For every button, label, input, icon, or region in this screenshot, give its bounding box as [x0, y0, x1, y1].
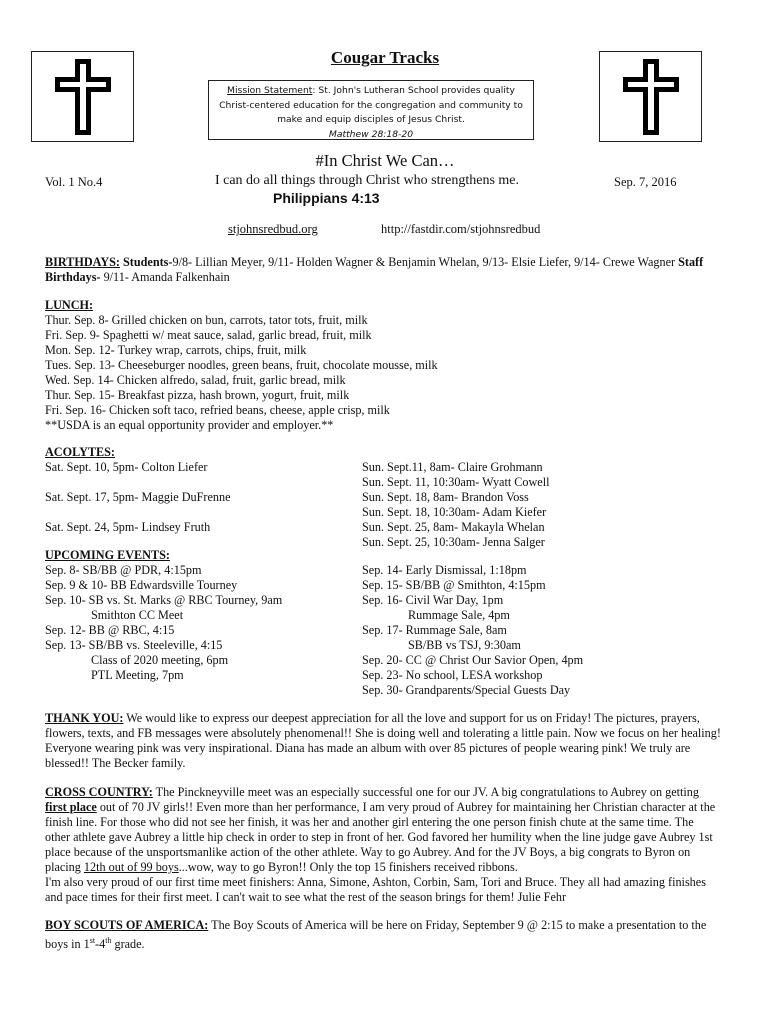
thank-you-heading: THANK YOU: [45, 711, 124, 725]
event-item: Sep. 10- SB vs. St. Marks @ RBC Tourney, 9am [45, 593, 283, 607]
event-item: Sep. 16- Civil War Day, 1pm [362, 593, 504, 607]
volume-number: Vol. 1 No.4 [45, 175, 103, 189]
event-item: Sep. 15- SB/BB @ Smithton, 4:15pm [362, 578, 546, 592]
event-item: Sep. 8- SB/BB @ PDR, 4:15pm [45, 563, 202, 577]
events-heading: UPCOMING EVENTS: [45, 548, 170, 562]
issue-date: Sep. 7, 2016 [614, 175, 677, 189]
events-right [362, 563, 583, 698]
boy-scouts-end: grade. [111, 937, 145, 952]
mission-line-3: make and equip disciples of Jesus Christ. [277, 114, 465, 125]
mission-text: : St. John's Lutheran School provides quality [312, 85, 515, 96]
superscript: th [105, 936, 112, 945]
event-item: SB/BB vs TSJ, 9:30am [408, 638, 521, 652]
acolyte-item: Sun. Sept. 25, 8am- Makayla Whelan [362, 520, 545, 534]
event-item: Sep. 14- Early Dismissal, 1:18pm [362, 563, 527, 577]
cross-logo-left [31, 51, 134, 142]
slogan: #In Christ We Can… [315, 151, 455, 170]
superscript: st [89, 936, 96, 945]
cross-icon [53, 57, 113, 137]
cross-country-heading: CROSS COUNTRY: [45, 785, 153, 799]
event-item: Sep. 30- Grandparents/Special Guests Day [362, 683, 571, 697]
lunch-item: Tues. Sep. 13- Cheeseburger noodles, green beans, fruit, chocolate mousse, milk [45, 358, 438, 372]
lunch-item: Fri. Sep. 9- Spaghetti w/ meat sauce, salad, garlic bread, fruit, milk [45, 328, 372, 342]
newsletter-title: Cougar Tracks [330, 48, 440, 67]
boy-scouts-text: The Boy Scouts of America will be here on Friday, September 9 @ 2:15 to make a presentation to the boys in 1 [45, 918, 707, 952]
lunch-item: Mon. Sep. 12- Turkey wrap, carrots, chips, fruit, milk [45, 343, 307, 357]
event-item: Smithton CC Meet [91, 608, 184, 622]
cross-country-text: I'm also very proud of our first time meet finishers: Anna, Simone, Ashton, Corbin, Sam, Tori and Bruce. They all had amazing finishes and pace times for their first meet. I can't wait to see what the rest of the season brings for them! Julie Fehr [45, 875, 706, 904]
event-item: Class of 2020 meeting, 6pm [91, 653, 229, 667]
event-item: Rummage Sale, 4pm [408, 608, 510, 622]
acolytes-right [362, 460, 549, 550]
staff-birthdays: 9/11- Amanda Falkenhain [103, 270, 230, 284]
acolyte-item: Sun. Sept. 18, 10:30am- Adam Kiefer [362, 505, 547, 519]
cross-country-text: ...wow, way to go Byron!! Only the top 15 finishers received ribbons. [178, 860, 518, 874]
mission-line-2: Christ-centered education for the congregation and community to [219, 99, 523, 111]
staff-label: Staff Birthdays- [45, 255, 704, 284]
acolyte-item: Sat. Sept. 24, 5pm- Lindsey Fruth [45, 520, 211, 534]
events-left [45, 548, 282, 683]
lunch-item: Thur. Sep. 15- Breakfast pizza, hash brown, yogurt, fruit, milk [45, 388, 350, 402]
event-item: Sep. 9 & 10- BB Edwardsville Tourney [45, 578, 238, 592]
usda-notice: **USDA is an equal opportunity provider and employer.** [45, 418, 334, 432]
students-label: Students- [123, 255, 173, 269]
event-item: Sep. 17- Rummage Sale, 8am [362, 623, 507, 637]
boy-scouts-section [45, 918, 721, 952]
twelfth-place-text: 12th out of 99 boys [83, 860, 179, 874]
cross-country-text: The Pinckneyville meet was an especially successful one for our JV. A big congratulations to Aubrey on getting [152, 785, 699, 799]
lunch-item: Wed. Sep. 14- Chicken alfredo, salad, fruit, garlic bread, milk [45, 373, 346, 387]
event-item: Sep. 20- CC @ Christ Our Savior Open, 4pm [362, 653, 584, 667]
acolyte-item: Sun. Sept. 25, 10:30am- Jenna Salger [362, 535, 545, 549]
event-item: PTL Meeting, 7pm [91, 668, 184, 682]
acolyte-item: Sun. Sept.11, 8am- Claire Grohmann [362, 460, 543, 474]
acolyte-item: Sat. Sept. 17, 5pm- Maggie DuFrenne [45, 490, 231, 504]
event-item: Sep. 12- BB @ RBC, 4:15 [45, 623, 175, 637]
cross-country-text: out of 70 JV girls!! Even more than her performance, I am very proud of Aubrey for maintaining her Christian character at the finish line. For those who did not see her finish, it was her and another girl entering the one person finish chute at the same time. The other athlete gave Aubrey a little hip check in order to step in front of her. God favored her humility when the line judge gave Aubrey 1st place because of the unsportsmanlike action of the other athlete. Way to go Aubrey. And for the JV Boys, a big congrats to Byron on placing [45, 800, 716, 874]
event-item: Sep. 23- No school, LESA workshop [362, 668, 543, 682]
mission-verse: Matthew 28:18-20 [328, 128, 414, 140]
birthdays-heading: BIRTHDAYS: [45, 255, 120, 269]
event-item: Sep. 13- SB/BB vs. Steeleville, 4:15 [45, 638, 223, 652]
thank-you-section [45, 711, 721, 771]
first-place-text: first place [45, 800, 97, 814]
cross-logo-right [599, 51, 702, 142]
cross-country-section [45, 785, 721, 905]
lunch-item: Thur. Sep. 8- Grilled chicken on bun, carrots, tator tots, fruit, milk [45, 313, 368, 327]
thank-you-text: We would like to express our deepest appreciation for all the love and support for us on Friday! The pictures, prayers, flowers, texts, and FB messages were absolutely phenomenal!! She is doing well and tolerating a little pain. Now we focus on her healing! Everyone wearing pink was very inspirational. Diana has made an album with over 85 pictures of people wearing pink! We truly are blessed!! The Becker family. [45, 711, 721, 770]
grade-dash: -4 [95, 937, 106, 952]
website-link[interactable]: stjohnsredbud.org [228, 222, 318, 236]
acolytes-left [45, 445, 231, 535]
cross-icon [621, 57, 681, 137]
birthdays-section [45, 255, 721, 285]
fastdir-link[interactable]: http://fastdir.com/stjohnsredbud [381, 222, 541, 236]
lunch-section [45, 298, 438, 433]
acolyte-item: Sun. Sept. 18, 8am- Brandon Voss [362, 490, 529, 504]
bible-verse: I can do all things through Christ who strengthens me. [214, 173, 520, 188]
acolyte-item: Sat. Sept. 10, 5pm- Colton Liefer [45, 460, 208, 474]
acolyte-item: Sun. Sept. 11, 10:30am- Wyatt Cowell [362, 475, 550, 489]
lunch-heading: LUNCH: [45, 298, 94, 312]
acolytes-heading: ACOLYTES: [45, 445, 115, 459]
boy-scouts-heading: BOY SCOUTS OF AMERICA: [45, 918, 209, 932]
students-birthdays: 9/8- Lillian Meyer, 9/11- Holden Wagner & Benjamin Whelan, 9/13- Elsie Liefer, 9/14- Crewe Wagner [172, 255, 676, 269]
verse-reference: Philippians 4:13 [273, 190, 380, 206]
mission-statement-box [208, 80, 534, 140]
mission-label: Mission Statement [227, 85, 313, 96]
lunch-item: Fri. Sep. 16- Chicken soft taco, refried beans, cheese, apple crisp, milk [45, 403, 390, 417]
